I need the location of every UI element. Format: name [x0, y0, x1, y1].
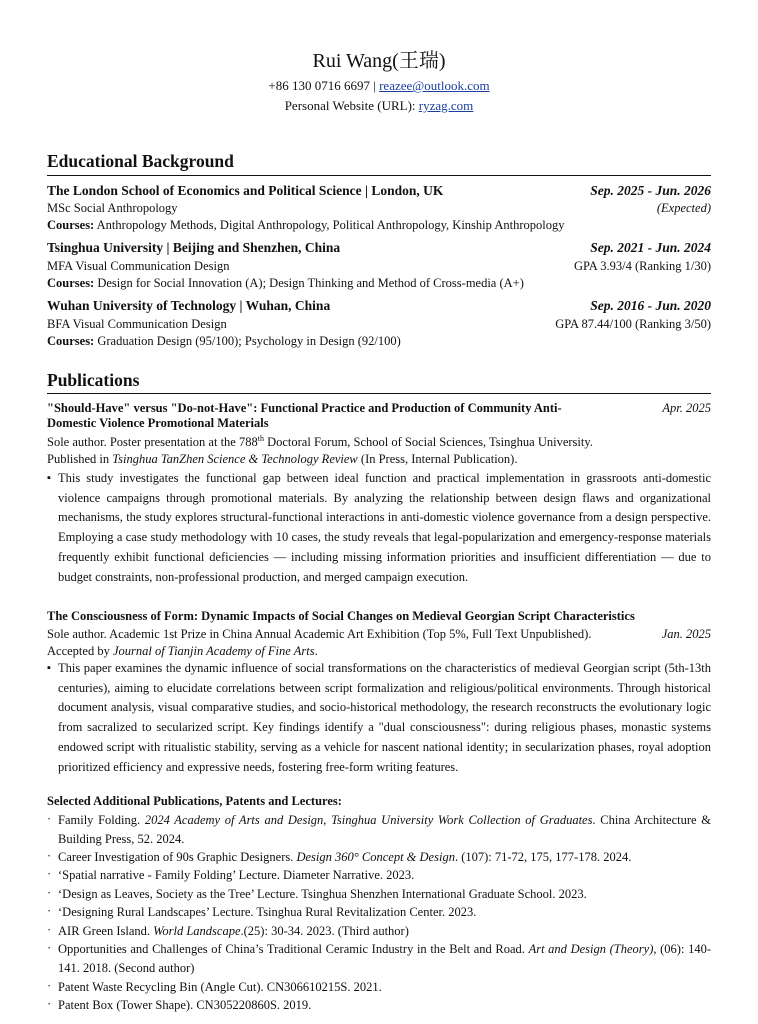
pub-1-author-text: Sole author. Poster presentation at the 788: [47, 435, 258, 450]
edu-1-courses: [47, 218, 564, 233]
selected-item: [47, 996, 711, 1015]
dot-bullet-icon: ·: [47, 849, 52, 863]
period: .: [314, 644, 318, 658]
selected-item: [47, 848, 711, 867]
courses-text: Anthropology Methods, Digital Anthropology, Political Anthropology, Kinship Anthropology: [94, 218, 565, 232]
website-link[interactable]: ryzag.com: [418, 98, 474, 113]
pub-2-author-line: Sole author. Academic 1st Prize in China Annual Academic Art Exhibition (Top 5%, Full Text Unpublished).: [47, 627, 592, 641]
education-heading: Educational Background: [47, 151, 234, 171]
selected-item: [47, 866, 711, 885]
candidate-name: Rui Wang(王瑞): [312, 50, 446, 72]
dot-bullet-icon: ·: [47, 923, 52, 937]
item-text: ‘Design as Leaves, Society as the Tree’ Lecture. Tsinghua Shenzhen International Graduate School. 2023.: [58, 887, 587, 901]
item-venue: World Landscape: [153, 924, 241, 938]
courses-text: Graduation Design (95/100); Psychology in Design (92/100): [94, 334, 401, 348]
publication-note: (In Press, Internal Publication).: [357, 452, 518, 466]
pub-1-title: "Should-Have" versus "Do-not-Have": Functional Practice and Production of Community Anti-Domestic Violence Promotional Materials: [47, 401, 562, 430]
edu-3-degree: BFA Visual Communication Design: [47, 317, 227, 331]
dot-bullet-icon: ·: [47, 979, 52, 993]
edu-3-institution: Wuhan University of Technology | Wuhan, China: [47, 298, 331, 313]
selected-item: [47, 922, 711, 941]
pub-2-title: The Consciousness of Form: Dynamic Impacts of Social Changes on Medieval Georgian Script Characteristics: [47, 609, 635, 623]
website-line: [0, 98, 758, 114]
item-details: , (06): 140-141. 2018. (Second author): [58, 942, 711, 975]
courses-label: Courses:: [47, 218, 95, 232]
edu-1-status: (Expected): [656, 201, 711, 215]
selected-item: [47, 940, 711, 977]
item-text: Patent Box (Tower Shape). CN305220860S. 2019.: [58, 998, 312, 1012]
dot-bullet-icon: ·: [47, 997, 52, 1011]
pub-1-date: Apr. 2025: [662, 401, 711, 415]
item-venue: 2024 Academy of Arts and Design, Tsinghua University Work Collection of Graduates: [144, 813, 593, 827]
contact-line: [0, 78, 758, 94]
edu-1-dates: Sep. 2025 - Jun. 2026: [590, 183, 711, 198]
journal-name: Journal of Tianjin Academy of Fine Arts: [112, 644, 315, 658]
item-venue: Design 360° Concept & Design: [296, 850, 455, 864]
item-details: . (107): 71-72, 175, 177-178. 2024.: [454, 850, 632, 864]
bullet-square-icon: ▪: [47, 472, 51, 484]
edu-2-courses: [47, 276, 524, 291]
dot-bullet-icon: ·: [47, 812, 52, 826]
item-text: AIR Green Island.: [58, 924, 154, 938]
dot-bullet-icon: ·: [47, 941, 52, 955]
edu-1-institution: The London School of Economics and Political Science | London, UK: [47, 183, 444, 198]
website-label: Personal Website (URL):: [284, 98, 419, 113]
item-text: ‘Spatial narrative - Family Folding’ Lecture. Diameter Narrative. 2023.: [58, 868, 415, 882]
pub-1-abstract: [47, 469, 711, 587]
item-venue: Art and Design (Theory): [528, 942, 654, 956]
pub-2-date: Jan. 2025: [661, 627, 711, 641]
courses-text: Design for Social Innovation (A); Design Thinking and Method of Cross-media (A+): [94, 276, 524, 290]
pub-2-abstract: [47, 659, 711, 777]
email-link[interactable]: reazee@outlook.com: [379, 78, 490, 93]
edu-2-gpa: GPA 3.93/4 (Ranking 1/30): [573, 259, 711, 273]
pub-1-venue-line: [47, 452, 517, 467]
bullet-square-icon: ▪: [47, 662, 51, 674]
item-details: . China Architecture & Building Press, 52. 2024.: [58, 813, 711, 846]
item-text: Patent Waste Recycling Bin (Angle Cut). CN306610215S. 2021.: [58, 980, 382, 994]
courses-label: Courses:: [47, 276, 95, 290]
dot-bullet-icon: ·: [47, 886, 52, 900]
edu-3-courses: [47, 334, 401, 349]
selected-heading: Selected Additional Publications, Patents and Lectures:: [47, 794, 342, 808]
item-details: .(25): 30-34. 2023. (Third author): [240, 924, 409, 938]
dot-bullet-icon: ·: [47, 867, 52, 881]
selected-item: [47, 903, 711, 922]
pub-1-forum-text: Doctoral Forum, School of Social Sciences, Tsinghua University.: [263, 435, 593, 450]
education-divider: [47, 175, 711, 176]
selected-item: [47, 811, 711, 848]
edu-3-dates: Sep. 2016 - Jun. 2020: [590, 298, 711, 313]
selected-item: [47, 978, 711, 997]
dot-bullet-icon: ·: [47, 904, 52, 918]
edu-3-gpa: GPA 87.44/100 (Ranking 3/50): [555, 317, 711, 331]
published-label: Published in: [47, 452, 113, 466]
publications-heading: Publications: [47, 370, 140, 390]
edu-2-institution: Tsinghua University | Beijing and Shenzhen, China: [47, 240, 341, 255]
courses-label: Courses:: [47, 334, 95, 348]
journal-name: Tsinghua TanZhen Science & Technology Review: [112, 452, 358, 466]
contact-separator: |: [369, 78, 380, 93]
edu-1-degree: MSc Social Anthropology: [47, 201, 178, 215]
item-text: Opportunities and Challenges of China’s Traditional Ceramic Industry in the Belt and Road.: [58, 942, 529, 956]
item-text: Family Folding.: [58, 813, 145, 827]
abstract-text: This paper examines the dynamic influence of social transformations on the characteristics of medieval Georgian script (5th-13th centuries), aiming to elucidate correlations between script formalization and religious/political environments. Through historical document analysis, visual comparative studies, and socio-historical methodology, the research reconstructs the evolutionary logic from sacralized to secularized script. Key findings identify a "dual consciousness": during religious phases, monastic systems endowed script with ritualistic stability, serving as a vehicle for nascent national identity; in secularization phases, royal adoption prioritized efficiency and expressive needs, fostering free-form writing features.: [58, 661, 711, 774]
phone-number: +86 130 0716 6697: [268, 78, 370, 93]
pub-1-author-line: [47, 434, 593, 450]
pub-2-venue-line: [47, 644, 318, 659]
abstract-text: This study investigates the functional gap between ideal function and practical implementation in grassroots anti-domestic violence campaigns through promotional materials. By analyzing the relationship between design flaws and organizational mechanisms, the study explores structural-functional interactions in anti-domestic violence governance from a design perspective. Employing a case study methodology with 10 cases, the study reveals that legal-popularization and emergency-response materials frequently exhibit functional deficiencies — including missing information priorities and insufficient differentiation — due to budget constraints, non-professional production, and merged campaign execution.: [58, 471, 711, 584]
ordinal-suffix: th: [257, 434, 264, 443]
item-text: ‘Designing Rural Landscapes’ Lecture. Tsinghua Rural Revitalization Center. 2023.: [58, 905, 477, 919]
publications-divider: [47, 393, 711, 394]
edu-2-degree: MFA Visual Communication Design: [47, 259, 230, 273]
accepted-label: Accepted by: [47, 644, 113, 658]
item-text: Career Investigation of 90s Graphic Designers.: [58, 850, 297, 864]
selected-item: [47, 885, 711, 904]
edu-2-dates: Sep. 2021 - Jun. 2024: [590, 240, 711, 255]
